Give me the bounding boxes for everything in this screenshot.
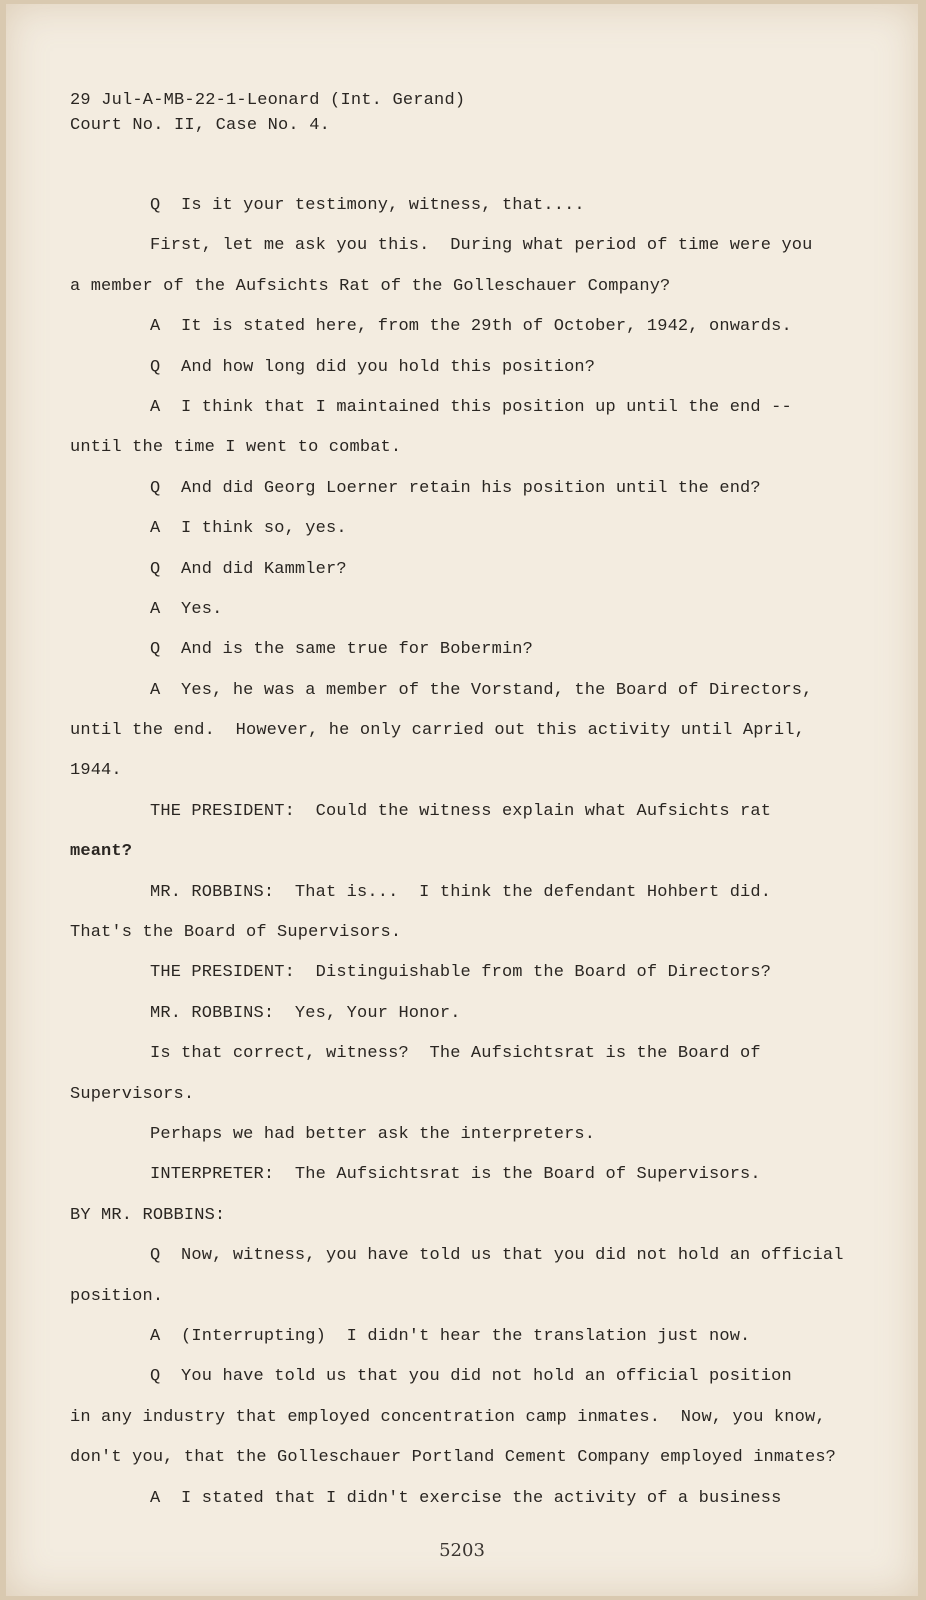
transcript-line: Q Now, witness, you have told us that you did not hold an official <box>150 1246 844 1266</box>
document-header <box>70 88 465 138</box>
transcript-line: A Yes, he was a member of the Vorstand, the Board of Directors, <box>150 680 813 700</box>
document-page <box>6 4 918 1596</box>
transcript-line: Q And how long did you hold this position? <box>150 357 596 377</box>
transcript-line: A It is stated here, from the 29th of October, 1942, onwards. <box>150 317 792 337</box>
transcript-line: INTERPRETER: The Aufsichtsrat is the Board of Supervisors. <box>150 1165 761 1185</box>
transcript-line: until the time I went to combat. <box>70 438 402 458</box>
transcript-line: MR. ROBBINS: That is... I think the defendant Hohbert did. <box>150 882 772 902</box>
transcript-line: THE PRESIDENT: Distinguishable from the Board of Directors? <box>150 963 772 983</box>
transcript-line: A I think so, yes. <box>150 519 347 539</box>
page-number: 5203 <box>439 1540 485 1561</box>
header-reference: 29 Jul-A-MB-22-1-Leonard (Int. Gerand) <box>70 91 466 110</box>
transcript-line: MR. ROBBINS: Yes, Your Honor. <box>150 1003 461 1023</box>
header-court: Court No. II, Case No. 4. <box>70 116 331 135</box>
transcript-line: Supervisors. <box>70 1084 195 1104</box>
transcript-line: meant? <box>70 842 133 862</box>
transcript-line: 1944. <box>70 761 122 781</box>
transcript-line: in any industry that employed concentration camp inmates. Now, you know, <box>70 1407 826 1427</box>
transcript-line: A (Interrupting) I didn't hear the translation just now. <box>150 1326 751 1346</box>
transcript-line: Q And did Georg Loerner retain his position until the end? <box>150 478 761 498</box>
transcript-line: don't you, that the Golleschauer Portland Cement Company employed inmates? <box>70 1448 837 1468</box>
transcript-line: That's the Board of Supervisors. <box>70 923 402 943</box>
transcript-line: Is that correct, witness? The Aufsichtsrat is the Board of <box>150 1044 761 1064</box>
transcript-line: A Yes. <box>150 599 223 619</box>
transcript-line: Q You have told us that you did not hold an official position <box>150 1367 792 1387</box>
transcript-line: THE PRESIDENT: Could the witness explain what Aufsichts rat <box>150 801 772 821</box>
transcript-line: Q And did Kammler? <box>150 559 347 579</box>
transcript-line: Perhaps we had better ask the interpreters. <box>150 1124 596 1144</box>
transcript-line: Q Is it your testimony, witness, that.... <box>150 196 585 215</box>
transcript-line: Q And is the same true for Bobermin? <box>150 640 534 660</box>
transcript-line: a member of the Aufsichts Rat of the Golleschauer Company? <box>70 276 671 296</box>
transcript-line: BY MR. ROBBINS: <box>70 1205 226 1225</box>
transcript-body <box>70 186 850 1519</box>
transcript-line: First, let me ask you this. During what period of time were you <box>150 236 813 256</box>
transcript-line: A I think that I maintained this position up until the end -- <box>150 397 792 417</box>
transcript-line: until the end. However, he only carried out this activity until April, <box>70 721 805 741</box>
transcript-line: A I stated that I didn't exercise the activity of a business <box>150 1488 782 1508</box>
transcript-line: position. <box>70 1286 164 1306</box>
